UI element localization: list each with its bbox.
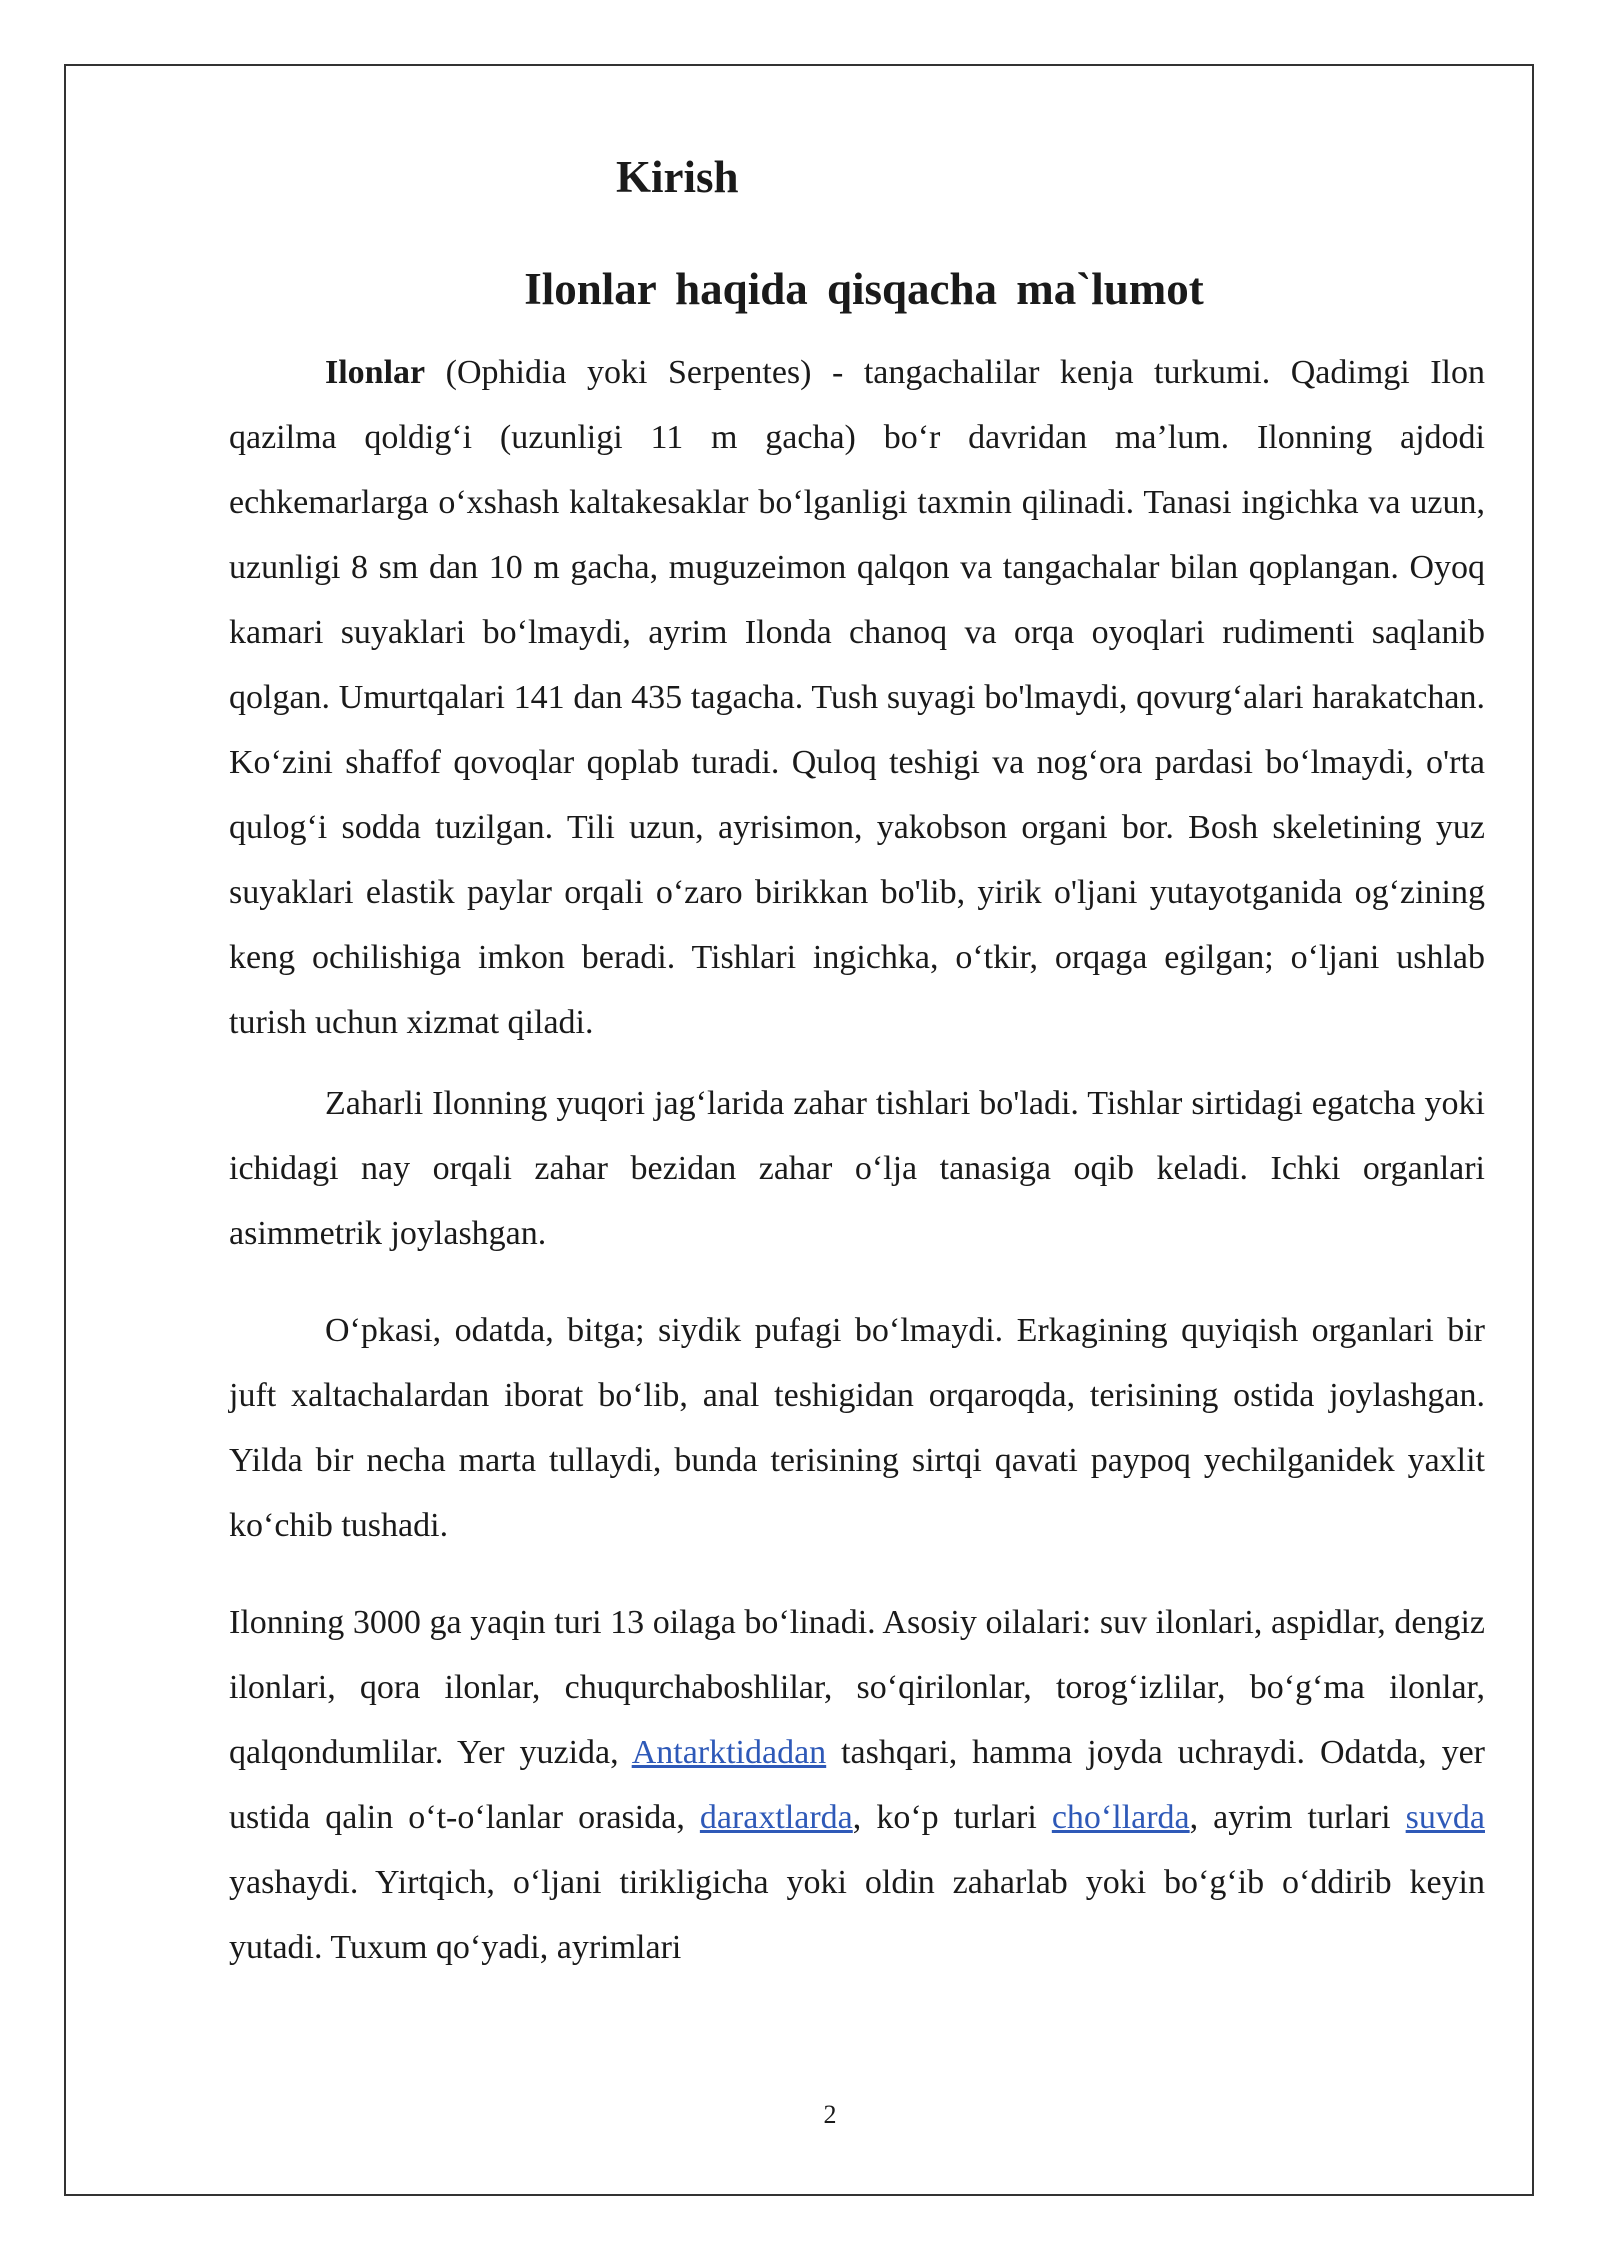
paragraph-4-text-1: Ilonning 3000 ga yaqin turi 13 oilaga bo‘linadi. Asosiy oilalari: suv ilonlari, aspidlar, dengiz ilonlari, qora ilonlar, chuqurchaboshlilar, so‘qirilonlar, torog‘izlilar, bo‘g‘ma ilonlar, qalqondumlilar. Yer yuzida,	[229, 1604, 1485, 1771]
document-heading: Kirish	[616, 152, 739, 202]
link-daraxtlarda[interactable]: daraxtlarda	[699, 1799, 853, 1836]
link-chollarda[interactable]: cho‘llarda	[1051, 1799, 1190, 1836]
paragraph-4	[229, 1590, 1485, 1980]
paragraph-4-text-3: , ko‘p turlari	[852, 1799, 1052, 1836]
page-number: 2	[823, 2100, 837, 2129]
link-suvda[interactable]: suvda	[1405, 1799, 1485, 1836]
paragraph-4-text-5: yashaydi. Yirtqich, o‘ljani tirikligicha yoki oldin zaharlab yoki bo‘g‘ib o‘ddirib keyin yutadi. Tuxum qo‘yadi, ayrimlari	[229, 1864, 1485, 1966]
paragraph-4-text-2: tashqari, hamma joyda uchraydi. Odatda, yer ustida qalin o‘t-o‘lanlar orasida,	[229, 1734, 1485, 1836]
document-subheading: Ilonlar haqida qisqacha ma`lumot	[524, 264, 1204, 314]
paragraph-1-lead: Ilonlar	[325, 354, 426, 391]
paragraph-3: O‘pkasi, odatda, bitga; siydik pufagi bo‘lmaydi. Erkagining quyiqish organlari bir juft xaltachalardan iborat bo‘lib, anal teshigidan orqaroqda, terisining ostida joylashgan. Yilda bir necha marta tullaydi, bunda terisining sirtqi qavati paypoq yechilganidek yaxlit ko‘chib tushadi.	[229, 1312, 1485, 1544]
document-body	[229, 150, 1485, 1980]
paragraph-2: Zaharli Ilonning yuqori jag‘larida zahar tishlari bo'ladi. Tishlar sirtidagi egatcha yoki ichidagi nay orqali zahar bezidan zahar o‘lja tanasiga oqib keladi. Ichki organlari asimmetrik joylashgan.	[229, 1085, 1485, 1252]
paragraph-1	[229, 340, 1485, 1055]
paragraph-4-text-4: , ayrim turlari	[1189, 1799, 1406, 1836]
link-antarktidadan[interactable]: Antarktidadan	[631, 1734, 827, 1771]
paragraph-1-text: (Ophidia yoki Serpentes) - tangachalilar kenja turkumi. Qadimgi Ilon qazilma qoldig‘i (uzunligi 11 m gacha) bo‘r davridan ma’lum. Ilonning ajdodi echkemarlarga o‘xshash kaltakesaklar bo‘lganligi taxmin qilinadi. Tanasi ingichka va uzun, uzunligi 8 sm dan 10 m gacha, muguzeimon qalqon va tangachalar bilan qoplangan. Oyoq kamari suyaklari bo‘lmaydi, ayrim Ilonda chanoq va orqa oyoqlari rudimenti saqlanib qolgan. Umurtqalari 141 dan 435 tagacha. Tush suyagi bo'lmaydi, qovurg‘alari harakatchan. Ko‘zini shaffof qovoqlar qoplab turadi. Quloq teshigi va nog‘ora pardasi bo‘lmaydi, o'rta qulog‘i sodda tuzilgan. Tili uzun, ayrisimon, yakobson organi bor. Bosh skeletining yuz suyaklari elastik paylar orqali o‘zaro birikkan bo'lib, yirik o'ljani yutayotganida og‘zining keng ochilishiga imkon beradi. Tishlari ingichka, o‘tkir, orqaga egilgan; o‘ljani ushlab turish uchun xizmat qiladi.	[229, 354, 1485, 1041]
